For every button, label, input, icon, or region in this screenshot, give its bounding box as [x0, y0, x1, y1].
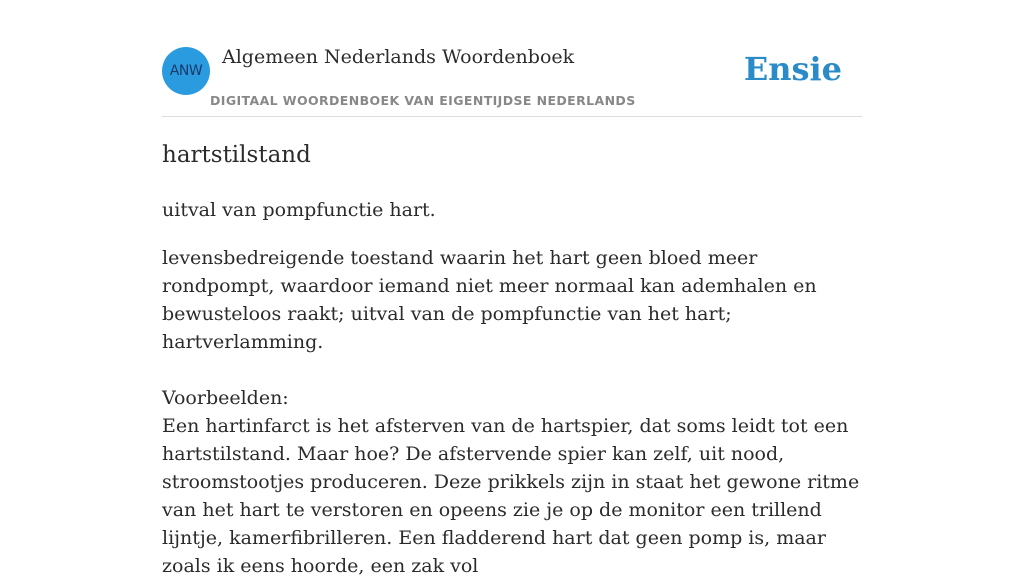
entry-content [162, 138, 867, 580]
examples-label: Voorbeelden: [162, 387, 289, 409]
ensie-logo[interactable]: Ensie [743, 50, 842, 88]
site-title[interactable]: Algemeen Nederlands Woordenboek [222, 46, 575, 68]
definition: levensbedreigende toestand waarin het hart geen bloed meer rondpompt, waardoor iemand niet meer normaal kan ademhalen en bewusteloos raakt; uitval van de pompfunctie van het hart; hartverlamming. [162, 247, 817, 353]
site-subtitle: DIGITAAL WOORDENBOEK VAN EIGENTIJDSE NEDERLANDS [210, 93, 636, 108]
anw-logo[interactable]: ANW [162, 47, 210, 95]
entry-headword: hartstilstand [162, 142, 311, 168]
site-header [162, 40, 862, 117]
example-text: Een hartinfarct is het afsterven van de hartspier, dat soms leidt tot een hartstilstand. Maar hoe? De afstervende spier kan zelf, uit nood, stroomstootjes produceren. Deze prikkels zijn in staat het gewone ritme van het hart te verstoren en opeens zie je op de monitor een trillend lijntje, kamerfibrilleren. Een fladderend hart dat geen pomp is, maar zoals ik eens hoorde, een zak vol [162, 415, 860, 577]
short-definition: uitval van pompfunctie hart. [162, 199, 436, 221]
